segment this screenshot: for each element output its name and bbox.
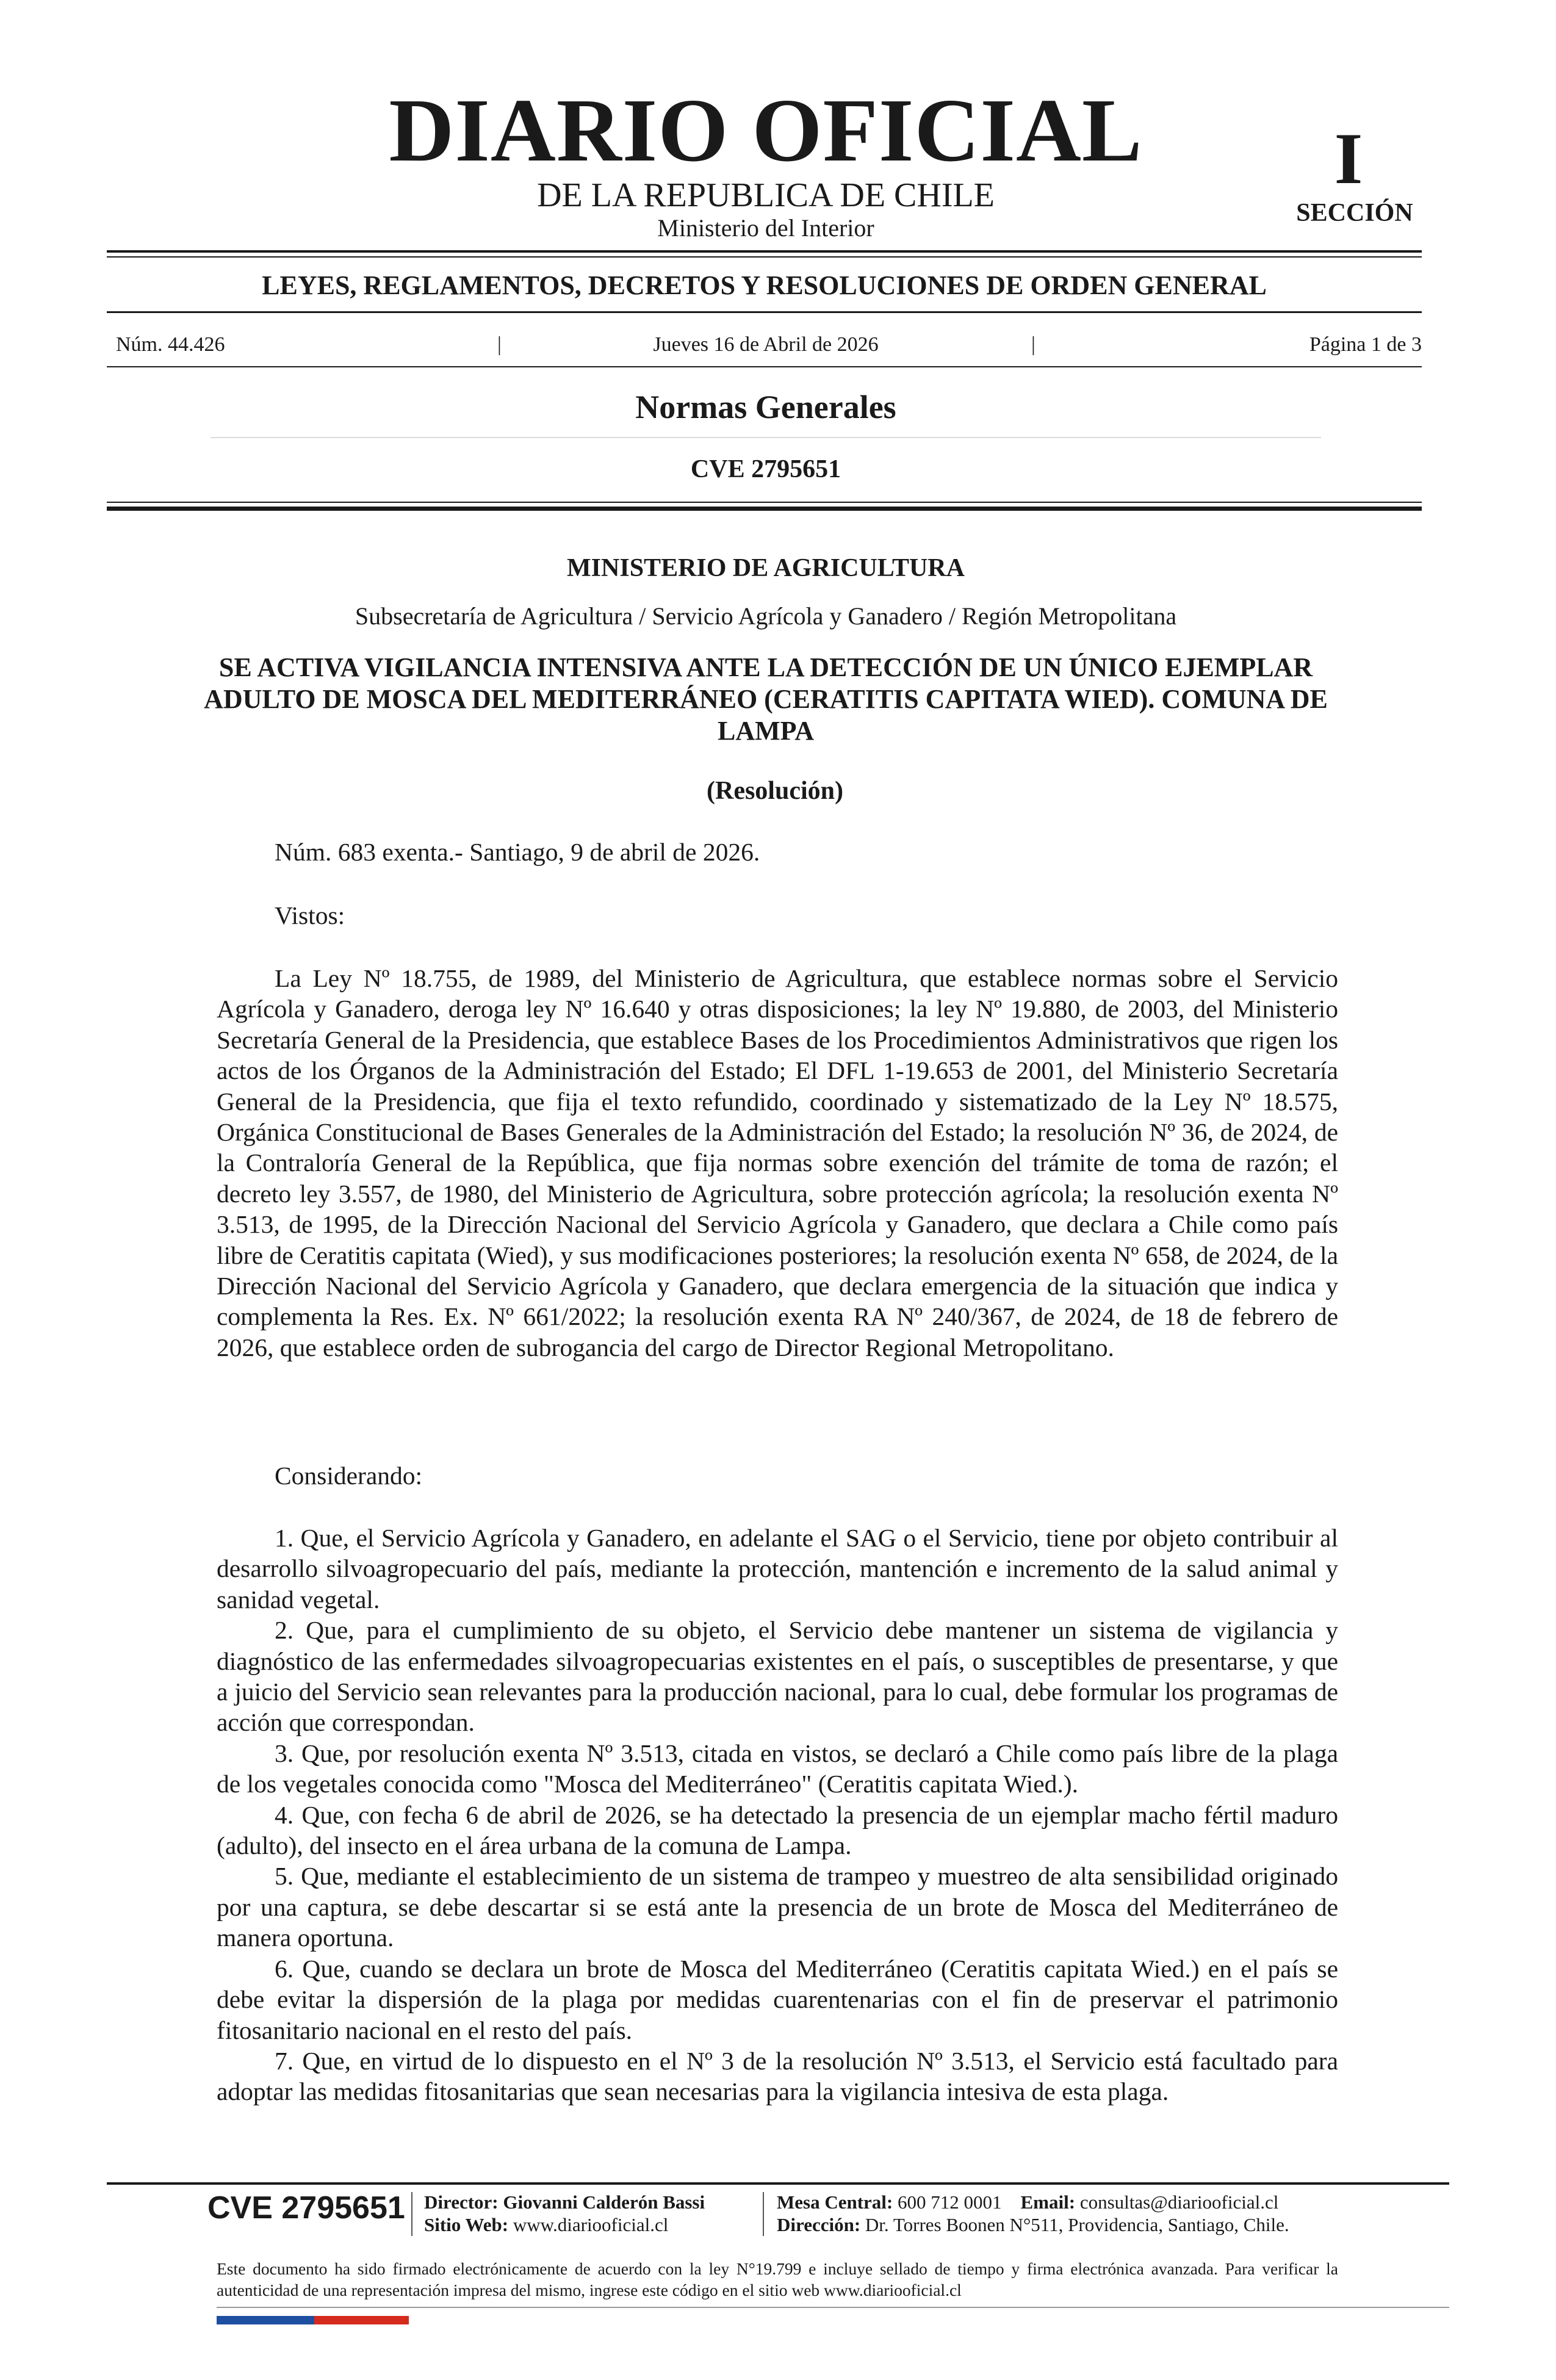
web-link[interactable]: www.diariooficial.cl	[513, 2214, 669, 2235]
document-ministry: MINISTERIO DE AGRICULTURA	[567, 554, 965, 582]
masthead-rule-top	[107, 250, 1422, 253]
document-heading: SE ACTIVA VIGILANCIA INTENSIVA ANTE LA DETECCIÓN DE UN ÚNICO EJEMPLAR ADULTO DE MOSCA DEL MEDITERRÁNEO (CERATITIS CAPITATA WIED). COMUNA DE LAMPA	[204, 652, 1328, 746]
issue-separator: |	[497, 333, 502, 356]
phone-number: 600 712 0001	[898, 2191, 1002, 2213]
address-text: Dr. Torres Boonen N°511, Providencia, Santiago, Chile.	[865, 2214, 1289, 2235]
info-rule	[107, 366, 1422, 367]
masthead-ministry: Ministerio del Interior	[657, 214, 874, 242]
phone-label: Mesa Central:	[777, 2191, 893, 2213]
email-label: Email:	[1020, 2191, 1076, 2213]
considerando-item: 2. Que, para el cumplimiento de su objeto, el Servicio debe mantener un sistema de vigilancia y diagnóstico de las enfermedades silvoagropecuarias existentes en el país, o susceptibles de presentarse, y que a juicio del Servicio sean relevantes para la producción nacional, para lo cual, debe formular los programas de acción que correspondan.	[217, 1616, 1338, 1737]
footer-cve: CVE 2795651	[207, 2190, 405, 2226]
considerando-label: Considerando:	[275, 1462, 423, 1490]
issue-number: Núm. 44.426	[116, 333, 225, 356]
footer-separator	[763, 2192, 764, 2236]
issue-date: Jueves 16 de Abril de 2026	[653, 333, 879, 356]
issue-page: Página 1 de 3	[1309, 333, 1422, 356]
considerando-item: 5. Que, mediante el establecimiento de un sistema de trampeo y muestreo de alta sensibilidad originado por una captura, se debe descartar si se está ante la presencia de un brote de Mosca del Mediterráneo de manera oportuna.	[217, 1862, 1338, 1952]
masthead-rule-top-thin	[107, 256, 1422, 258]
footer-director-block	[424, 2191, 705, 2236]
considerando-item: 4. Que, con fecha 6 de abril de 2026, se ha detectado la presencia de un ejemplar macho fértil maduro (adulto), del insecto en el área urbana de la comuna de Lampa.	[217, 1800, 1338, 1860]
masthead-title: DIARIO OFICIAL	[389, 81, 1143, 181]
email-link[interactable]: consultas@diariooficial.cl	[1079, 2191, 1279, 2213]
document-subsecretaria: Subsecretaría de Agricultura / Servicio Agrícola y Ganadero / Región Metropolitana	[355, 602, 1177, 630]
considerando-item: 1. Que, el Servicio Agrícola y Ganadero, en adelante el SAG o el Servicio, tiene por objeto contribuir al desarrollo silvoagropecuario del país, mediante la protección, mantención e incremento de la salud animal y sanidad vegetal.	[217, 1524, 1338, 1614]
considerando-item: 7. Que, en virtud de lo dispuesto en el Nº 3 de la resolución Nº 3.513, el Servicio está facultado para adoptar las medidas fitosanitarias que sean necesarias para la vigilancia intesiva de esta plaga.	[217, 2046, 1338, 2106]
section-rule-thin	[107, 502, 1422, 503]
resolution-number-line: Núm. 683 exenta.- Santiago, 9 de abril de 2026.	[275, 838, 760, 866]
director-label: Director:	[424, 2191, 499, 2213]
footer-signature-note: Este documento ha sido firmado electrónicamente de acuerdo con la ley N°19.799 e incluye sellado de tiempo y firma electrónica avanzada. Para verificar la autenticidad de una representación impresa del mismo, ingrese este código en el sitio web www.diariooficial.cl	[217, 2259, 1338, 2299]
considerando-list	[217, 1523, 1338, 2107]
document-type: (Resolución)	[707, 777, 843, 805]
section-number: I	[1334, 118, 1363, 199]
section-rule-thick	[107, 507, 1422, 511]
footer-contact-block	[777, 2191, 1289, 2236]
footer-separator	[411, 2192, 412, 2236]
issue-separator: |	[1031, 333, 1036, 356]
footer-bottom-rule	[217, 2307, 1449, 2308]
section-divider	[211, 437, 1321, 438]
category-banner: LEYES, REGLAMENTOS, DECRETOS Y RESOLUCIONES DE ORDEN GENERAL	[262, 270, 1267, 300]
section-cve: CVE 2795651	[690, 455, 841, 483]
vistos-paragraph: La Ley Nº 18.755, de 1989, del Ministerio de Agricultura, que establece normas sobre el Servicio Agrícola y Ganadero, deroga ley Nº 16.640 y otras disposiciones; la ley Nº 19.880, de 2003, del Ministerio Secretaría General de la Presidencia, que establece Bases de los Procedimientos Administrativos que rigen los actos de los Órganos de la Administración del Estado; El DFL 1-19.653 de 2001, del Ministerio Secretaría General de la Presidencia, que fija el texto refundido, coordinado y sistematizado de la Ley Nº 18.575, Orgánica Constitucional de Bases Generales de la Administración del Estado; la resolución Nº 36, de 2024, de la Contraloría General de la República, que fija normas sobre exención del trámite de toma de razón; el decreto ley 3.557, de 1980, del Ministerio de Agricultura, sobre protección agrícola; la resolución exenta Nº 3.513, de 1995, de la Dirección Nacional del Servicio Agrícola y Ganadero, que declara a Chile como país libre de Ceratitis capitata (Wied), y sus modificaciones posteriores; la resolución exenta Nº 658, de 2024, de la Dirección Nacional del Servicio Agrícola y Ganadero, que declara emergencia de la situación que indica y complementa la Res. Ex. Nº 661/2022; la resolución exenta RA Nº 240/367, de 2024, de 18 de febrero de 2026, que establece orden de subrogancia del cargo de Director Regional Metropolitano.	[217, 964, 1338, 1361]
considerando-item: 6. Que, cuando se declara un brote de Mosca del Mediterráneo (Ceratitis capitata Wied.) en el país se debe evitar la dispersión de la plaga por medidas cuarentenarias con el fin de preservar el patrimonio fitosanitario nacional en el resto del país.	[217, 1954, 1338, 2044]
masthead-subtitle: DE LA REPUBLICA DE CHILE	[537, 176, 995, 214]
vistos-label: Vistos:	[275, 901, 345, 929]
considerando-item: 3. Que, por resolución exenta Nº 3.513, citada en vistos, se declaró a Chile como país libre de la plaga de los vegetales conocida como "Mosca del Mediterráneo" (Ceratitis capitata Wied.).	[217, 1739, 1338, 1798]
category-rule	[107, 311, 1422, 313]
address-label: Dirección:	[777, 2214, 861, 2235]
flag-stripe-blue	[217, 2316, 314, 2324]
section-label: SECCIÓN	[1296, 199, 1413, 227]
section-title: Normas Generales	[635, 389, 896, 425]
footer-rule	[107, 2182, 1449, 2185]
director-name: Giovanni Calderón Bassi	[503, 2191, 705, 2213]
web-label: Sitio Web:	[424, 2214, 509, 2235]
flag-stripe-red	[314, 2316, 409, 2324]
